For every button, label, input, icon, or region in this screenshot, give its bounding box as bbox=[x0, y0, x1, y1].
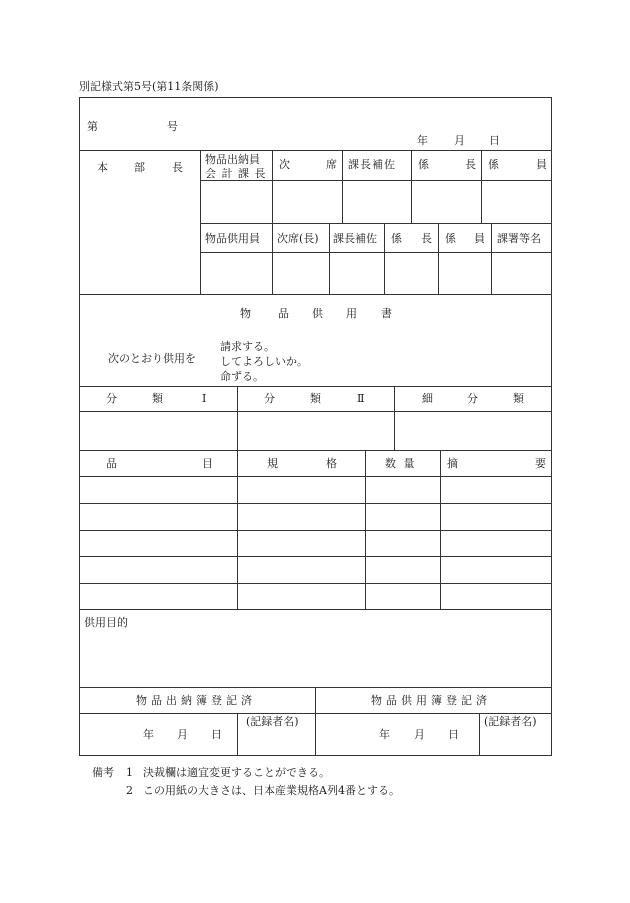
date-year-label: 年 bbox=[417, 134, 428, 147]
purpose-label: 供用目的 bbox=[84, 616, 128, 629]
right-recorder-field[interactable] bbox=[480, 728, 551, 755]
remarks-cell[interactable] bbox=[441, 557, 551, 583]
remarks-cell[interactable] bbox=[441, 584, 551, 609]
right-recorder-label: (記録者名) bbox=[484, 715, 537, 728]
classification-2-field[interactable] bbox=[238, 412, 394, 450]
left-registry-day: 日 bbox=[211, 728, 222, 741]
deputy-chief-label-2: 課長補佐 bbox=[333, 232, 377, 245]
remarks-cell[interactable] bbox=[441, 477, 551, 503]
department-name-field[interactable] bbox=[492, 253, 551, 294]
number-label-go: 号 bbox=[167, 120, 178, 133]
accounting-chief-label: 会 計 課 長 bbox=[205, 167, 267, 180]
sub-classification-field[interactable] bbox=[395, 412, 551, 450]
left-recorder-field[interactable] bbox=[238, 728, 315, 755]
right-registry-day: 日 bbox=[448, 728, 459, 741]
remarks-cell[interactable] bbox=[441, 504, 551, 530]
use-ledger-registered-label: 物品供用簿登記済 bbox=[371, 694, 491, 707]
form-label: 別記様式第5号(第11条関係) bbox=[79, 80, 219, 93]
left-registry-date-field[interactable] bbox=[80, 714, 237, 755]
purpose-field[interactable] bbox=[80, 632, 551, 687]
item-name-cell[interactable] bbox=[80, 477, 237, 503]
honbucho-seal-box[interactable] bbox=[80, 181, 200, 294]
request-lead-text: 次のとおり供用を bbox=[108, 352, 196, 365]
department-name-label: 課署等名 bbox=[497, 232, 541, 245]
kakariin-seal-box[interactable] bbox=[482, 181, 551, 223]
document-number-date-field[interactable] bbox=[80, 98, 551, 150]
left-registry-year: 年 bbox=[143, 728, 154, 741]
quantity-cell[interactable] bbox=[366, 504, 440, 530]
notes-prefix: 備考 bbox=[92, 766, 114, 779]
quantity-cell[interactable] bbox=[366, 557, 440, 583]
item-name-cell[interactable] bbox=[80, 531, 237, 556]
left-registry-month: 月 bbox=[177, 728, 188, 741]
kakariin-seal-box-2[interactable] bbox=[439, 253, 491, 294]
spec-cell[interactable] bbox=[238, 504, 365, 530]
quantity-header: 数 量 bbox=[385, 457, 417, 470]
date-day-label: 日 bbox=[489, 134, 500, 147]
spec-cell[interactable] bbox=[238, 557, 365, 583]
option-permission[interactable]: してよろしいか。 bbox=[220, 355, 308, 368]
number-label-dai: 第 bbox=[87, 120, 98, 133]
deputy-chief-label: 課長補佐 bbox=[348, 158, 396, 171]
deputy-chief-seal-box-2[interactable] bbox=[330, 253, 384, 294]
user-custodian-label: 物品供用員 bbox=[205, 232, 260, 245]
kakaricho-seal-box[interactable] bbox=[412, 181, 481, 223]
date-month-label: 月 bbox=[454, 134, 465, 147]
issue-ledger-registered-label: 物品出納簿登記済 bbox=[136, 694, 256, 707]
kakaricho-seal-box-2[interactable] bbox=[385, 253, 438, 294]
item-name-cell[interactable] bbox=[80, 557, 237, 583]
spec-cell[interactable] bbox=[238, 531, 365, 556]
custodian-label: 物品出納員 bbox=[205, 153, 260, 166]
jiseki-cho-seal-box[interactable] bbox=[273, 253, 329, 294]
option-request[interactable]: 請求する。 bbox=[220, 340, 275, 353]
user-custodian-seal-box[interactable] bbox=[201, 253, 272, 294]
deputy-chief-seal-box[interactable] bbox=[343, 181, 411, 223]
jiseki-seal-box[interactable] bbox=[273, 181, 342, 223]
quantity-cell[interactable] bbox=[366, 477, 440, 503]
classification-1-field[interactable] bbox=[80, 412, 237, 450]
spec-cell[interactable] bbox=[238, 477, 365, 503]
quantity-cell[interactable] bbox=[366, 531, 440, 556]
right-registry-year: 年 bbox=[379, 728, 390, 741]
remarks-cell[interactable] bbox=[441, 531, 551, 556]
spec-cell[interactable] bbox=[238, 584, 365, 609]
right-registry-month: 月 bbox=[414, 728, 425, 741]
option-order[interactable]: 命ずる。 bbox=[220, 370, 264, 383]
jiseki-cho-label: 次席(長) bbox=[277, 232, 319, 245]
item-name-cell[interactable] bbox=[80, 584, 237, 609]
item-name-cell[interactable] bbox=[80, 504, 237, 530]
left-recorder-label: (記録者名) bbox=[246, 715, 299, 728]
custodian-seal-box[interactable] bbox=[201, 181, 272, 223]
right-registry-date-field[interactable] bbox=[316, 714, 479, 755]
quantity-cell[interactable] bbox=[366, 584, 440, 609]
